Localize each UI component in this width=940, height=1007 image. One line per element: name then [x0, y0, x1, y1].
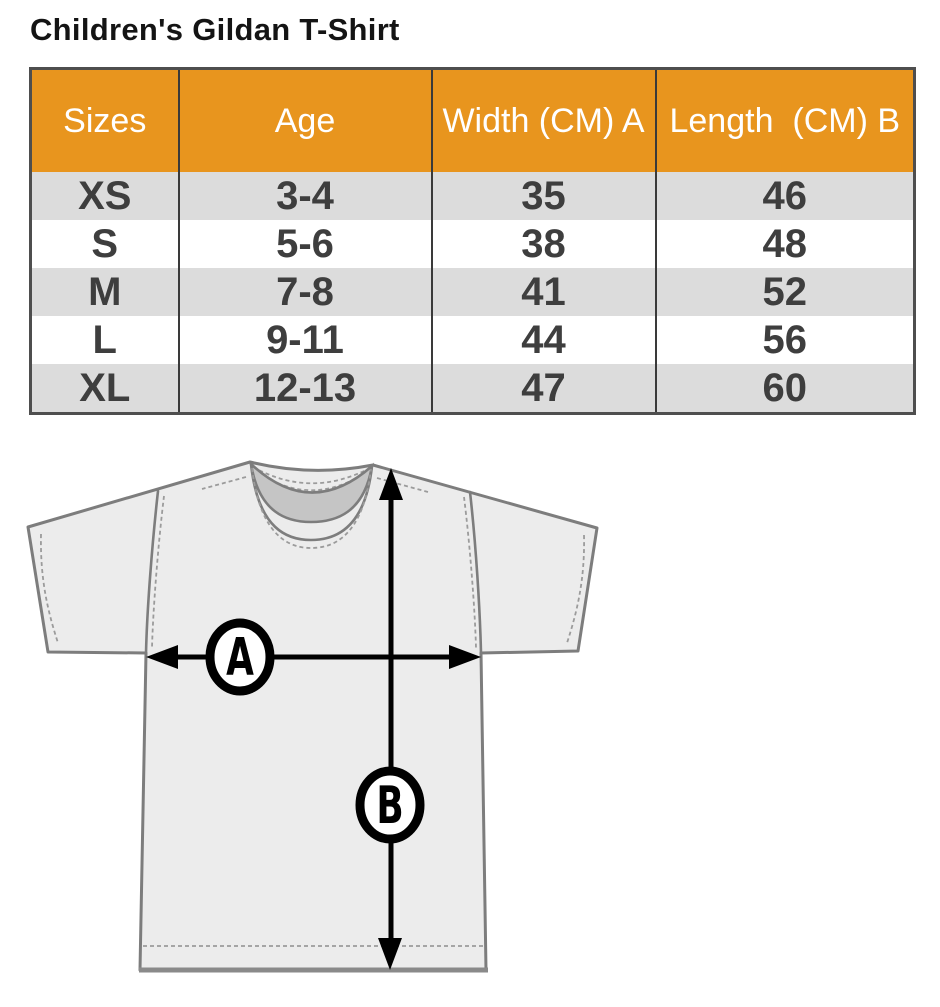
- tshirt-outline: [28, 462, 597, 970]
- cell-width: 38: [432, 220, 656, 268]
- cell-age: 7-8: [179, 268, 432, 316]
- cell-age: 9-11: [179, 316, 432, 364]
- length-marker-b: [360, 771, 420, 839]
- cell-width: 35: [432, 172, 656, 220]
- cell-size: XS: [78, 174, 132, 218]
- cell-age: 5-6: [179, 220, 432, 268]
- cell-age: 12-13: [179, 364, 432, 414]
- cell-width: 41: [432, 268, 656, 316]
- cell-length: 52: [656, 268, 915, 316]
- cell-size: M: [88, 270, 122, 314]
- cell-width: 47: [432, 364, 656, 414]
- cell-size: XL: [79, 366, 131, 410]
- col-header-width: Width (CM) A: [432, 69, 656, 173]
- cell-width: 44: [432, 316, 656, 364]
- cell-age: 3-4: [179, 172, 432, 220]
- length-marker-label: B: [376, 776, 404, 836]
- cell-length: 46: [656, 172, 915, 220]
- cell-length: 56: [656, 316, 915, 364]
- width-marker-a: [210, 623, 270, 691]
- cell-size: L: [92, 318, 117, 362]
- cell-length: 48: [656, 220, 915, 268]
- col-header-sizes: Sizes: [31, 69, 179, 173]
- col-header-length: Length (CM) B: [656, 69, 915, 173]
- cell-size: S: [91, 222, 119, 266]
- width-marker-label: A: [226, 628, 254, 688]
- page-title: Children's Gildan T-Shirt: [30, 12, 400, 47]
- cell-length: 60: [656, 364, 915, 414]
- col-header-age: Age: [179, 69, 432, 173]
